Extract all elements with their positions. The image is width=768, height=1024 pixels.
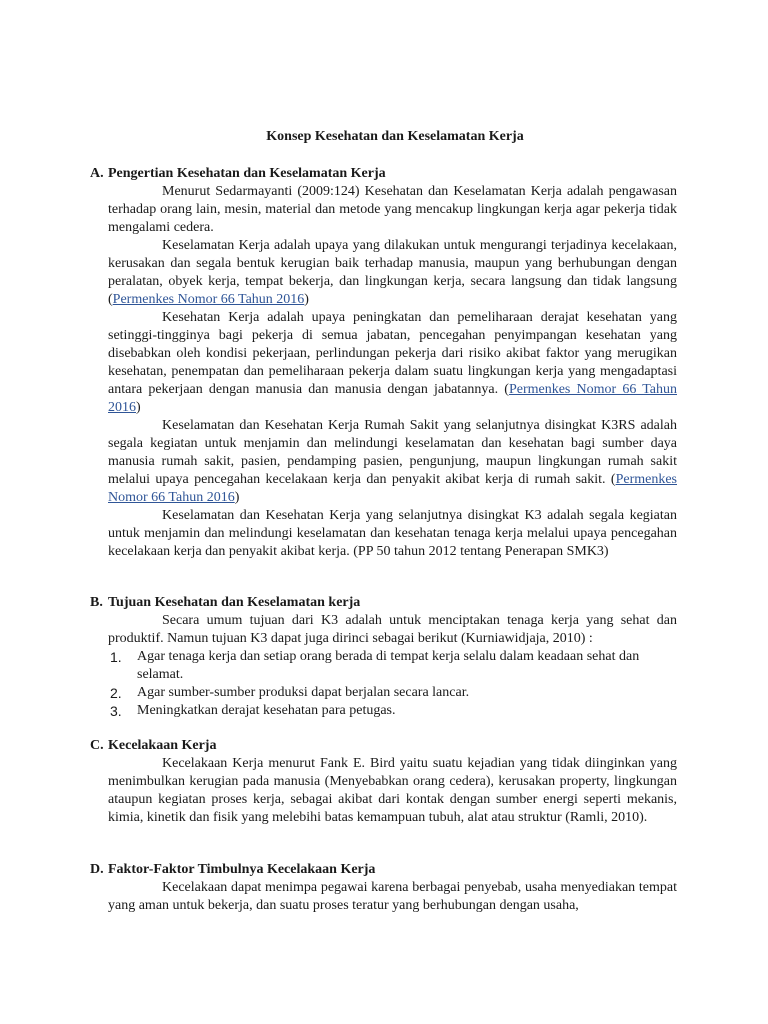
paragraph bbox=[108, 309, 677, 417]
list-number: 2. bbox=[110, 685, 122, 701]
section-heading bbox=[90, 594, 677, 612]
section-heading bbox=[90, 737, 677, 755]
paragraph-text: Keselamatan Kerja adalah upaya yang dilakukan untuk mengurangi terjadinya kecelakaan, kerusakan dan segala bentuk kerugian baik terhadap manusia, maupun yang berhubungan dengan peralatan, obyek kerja, tempat bekerja, dan lingkungan kerja, secara langsung dan tidak langsung ( bbox=[108, 238, 677, 307]
paragraph: Menurut Sedarmayanti (2009:124) Kesehatan dan Keselamatan Kerja adalah pengawasan terhadap orang lain, mesin, material dan metode yang mencakup lingkungan kerja agar pekerja tidak mengalami cedera. bbox=[108, 184, 677, 235]
section-title: Pengertian Kesehatan dan Keselamatan Kerja bbox=[108, 166, 386, 181]
list-item bbox=[108, 702, 677, 720]
section-letter: D. bbox=[90, 862, 104, 877]
section-a bbox=[90, 165, 677, 561]
list-text: Agar sumber-sumber produksi dapat berjalan secara lancar. bbox=[137, 685, 470, 700]
paragraph: Keselamatan dan Kesehatan Kerja yang selanjutnya disingkat K3 adalah segala kegiatan untuk menjamin dan melindungi keselamatan dan kesehatan tenaga kerja melalui upaya pencegahan kecelakaan kerja dan penyakit akibat kerja. (PP 50 tahun 2012 tentang Penerapan SMK3) bbox=[108, 508, 677, 559]
paragraph-text: Keselamatan dan Kesehatan Kerja Rumah Sakit yang selanjutnya disingkat K3RS adalah segala kegiatan untuk menjamin dan melindungi keselamatan dan kesehatan bagi sumber daya manusia rumah sakit, pasien, pendamping pasien, pengunjung, maupun lingkungan rumah sakit melalui upaya pencegahan kecelakaan kerja dan penyakit akibat kerja di rumah sakit. ( bbox=[108, 418, 677, 487]
paragraph: Kecelakaan dapat menimpa pegawai karena berbagai penyebab, usaha menyediakan tempat yang aman untuk bekerja, dan suatu proses teratur yang berhubungan dengan usaha, bbox=[108, 880, 677, 913]
section-c bbox=[90, 737, 677, 827]
section-title: Kecelakaan Kerja bbox=[108, 738, 217, 753]
paragraph-text-end: ) bbox=[304, 292, 309, 307]
section-body bbox=[108, 183, 677, 561]
section-letter: C. bbox=[90, 738, 104, 753]
section-title: Faktor-Faktor Timbulnya Kecelakaan Kerja bbox=[108, 862, 376, 877]
section-body bbox=[108, 755, 677, 827]
section-heading bbox=[90, 165, 677, 183]
paragraph: Secara umum tujuan dari K3 adalah untuk menciptakan tenaga kerja yang sehat dan produktif. Namun tujuan K3 dapat juga dirinci sebagai berikut (Kurniawidjaja, 2010) : bbox=[108, 613, 677, 646]
citation-link[interactable]: Permenkes Nomor 66 Tahun 2016 bbox=[108, 382, 677, 415]
paragraph-text-end: ) bbox=[136, 400, 141, 415]
section-title: Tujuan Kesehatan dan Keselamatan kerja bbox=[108, 595, 361, 610]
list-text: Agar tenaga kerja dan setiap orang berada di tempat kerja selalu dalam keadaan sehat dan selamat. bbox=[137, 649, 640, 682]
numbered-list bbox=[108, 648, 677, 720]
section-letter: A. bbox=[90, 166, 104, 181]
section-d bbox=[90, 861, 677, 915]
list-item bbox=[108, 684, 677, 702]
paragraph-text: Kesehatan Kerja adalah upaya peningkatan dan pemeliharaan derajat kesehatan yang setinggi-tingginya bagi pekerja di semua jabatan, pencegahan penyimpangan kesehatan yang disebabkan oleh kondisi pekerjaan, perlindungan pekerja dari risiko akibat faktor yang merugikan kesehatan, penempatan dan pemeliharaan pekerja dalam suatu lingkungan kerja yang mengadaptasi antara pekerjaan dengan manusia dan manusia dengan jabatannya. ( bbox=[108, 310, 677, 397]
document-title: Konsep Kesehatan dan Keselamatan Kerja bbox=[266, 129, 524, 144]
paragraph bbox=[108, 237, 677, 309]
paragraph bbox=[108, 417, 677, 507]
section-heading bbox=[90, 861, 677, 879]
section-b bbox=[90, 594, 677, 720]
list-text: Meningkatkan derajat kesehatan para petugas. bbox=[137, 703, 396, 718]
paragraph-text-end: ) bbox=[234, 490, 240, 505]
list-item bbox=[108, 648, 677, 684]
section-body bbox=[108, 879, 677, 915]
section-letter: B. bbox=[90, 595, 103, 610]
citation-link[interactable]: Permenkes Nomor 66 Tahun 2016 bbox=[108, 472, 677, 505]
list-number: 1. bbox=[110, 649, 122, 665]
citation-link[interactable]: Permenkes Nomor 66 Tahun 2016 bbox=[112, 292, 305, 307]
list-number: 3. bbox=[110, 703, 122, 719]
section-body bbox=[108, 612, 677, 720]
paragraph: Kecelakaan Kerja menurut Fank E. Bird yaitu suatu kejadian yang tidak diinginkan yang menimbulkan kerugian pada manusia (Menyebabkan orang cedera), kerusakan property, lingkungan ataupun kegiatan proses kerja, sebagai akibat dari kontak dengan sumber energi seperti mekanis, kimia, kinetik dan fisik yang melebihi batas kemampuan tubuh, alat atau struktur (Ramli, 2010). bbox=[108, 756, 677, 825]
